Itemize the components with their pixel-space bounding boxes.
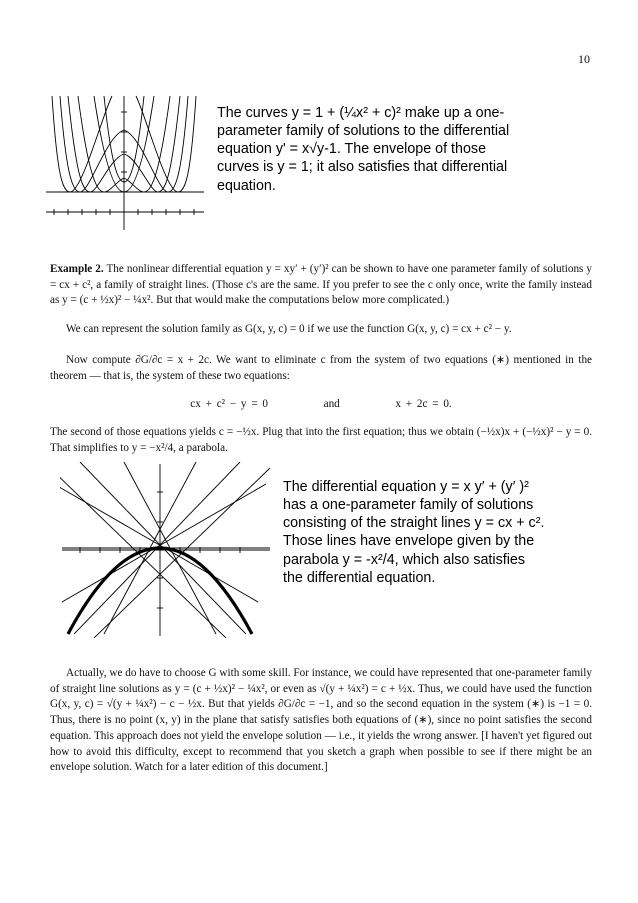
tangent-line <box>60 484 258 602</box>
page-number: 10 <box>578 52 590 66</box>
figure1-caption-line: equation y' = x√y-1. The envelope of those <box>217 141 487 158</box>
example2-heading: Example 2. <box>50 263 104 275</box>
lines-envelope-figure <box>60 462 272 638</box>
example2-p4-text: The second of those equations yields c = −½x. Plug that into the first equation; thus we obtain (−½x)x + (−½x)² − y = 0. That simplifies to y = −x²/4, a parabola. <box>50 426 592 454</box>
equation-right: x + 2c = 0. <box>395 398 452 410</box>
example2-p2-text: We can represent the solution family as G(x, y, c) = 0 if we use the function G(x, y, c) = cx + c² − y. <box>66 323 512 335</box>
figure2-caption-line: has a one-parameter family of solutions <box>283 497 534 514</box>
equation-left: cx + c² − y = 0 <box>190 398 269 410</box>
tangent-line <box>60 468 226 638</box>
example2-p3-text: Now compute ∂G/∂c = x + 2c. We want to eliminate c from the system of two equations (∗) mentioned in the theorem — that is, the system of these two equations: <box>50 354 592 382</box>
closing-p5-text: Actually, we do have to choose G with some skill. For instance, we could have represented that one-parameter family of straight line solutions as y = (c + ½x)² − ¼x², or even as √(y + ¼x²) = c + ½x. Thus, we could have used the function G(x, y, c) = √(y + ¼x²) − c − ½x. But that yields ∂G/∂c = −1, and so the second equation in the system (∗) is −1 = 0. Thus, there is no point (x, y) in the plane that satisfy satisfies both equations of (∗), since no point satisfies the second equation. This approach does not yield the envelope solution — i.e., it yields the wrong answer. [I haven't yet figured out how to avoid this difficulty, except to recommend that you sketch a graph when possible to see if there might be an envelope solution. Watch for a later edition of this document.] <box>50 667 592 774</box>
curves-family-figure <box>44 92 206 232</box>
figure2-caption-line: parabola y = -x²/4, which also satisfies <box>283 551 525 568</box>
figure1-caption-line: equation. <box>217 177 276 194</box>
figure1-caption-line: The curves y = 1 + (¼x² + c)² make up a one- <box>217 105 505 121</box>
example2-paragraph-2 <box>50 322 592 338</box>
figure1-caption-line: curves is y = 1; it also satisfies that differential <box>217 159 508 176</box>
closing-paragraph <box>50 666 592 776</box>
example2-paragraph-4 <box>50 425 592 456</box>
example2-p1-text: The nonlinear differential equation y = xy′ + (y′)² can be shown to have one parameter family of solutions y = cx + c², a family of straight lines. (Those c's are the same. If you prefer to see the c only once, write the family instead as y = (c + ½x)² − ¼x². But that would make the computations below more complicated.) <box>50 263 592 307</box>
equation-system <box>50 398 592 410</box>
figure2-caption-line: the differential equation. <box>283 569 436 586</box>
figure2-caption-line: consisting of the straight lines y = cx + c². <box>283 515 545 532</box>
example2-paragraph-3 <box>50 353 592 384</box>
figure2-caption <box>283 478 613 587</box>
figure2-caption-line: Those lines have envelope given by the <box>283 533 535 550</box>
figure2-caption-line: The differential equation y = x y′ + (y′ )² <box>283 479 529 495</box>
figure1-caption-line: parameter family of solutions to the differential <box>217 123 510 140</box>
equation-and: and <box>323 398 340 410</box>
figure1-caption <box>217 104 617 195</box>
example2-paragraph-1 <box>50 262 592 309</box>
